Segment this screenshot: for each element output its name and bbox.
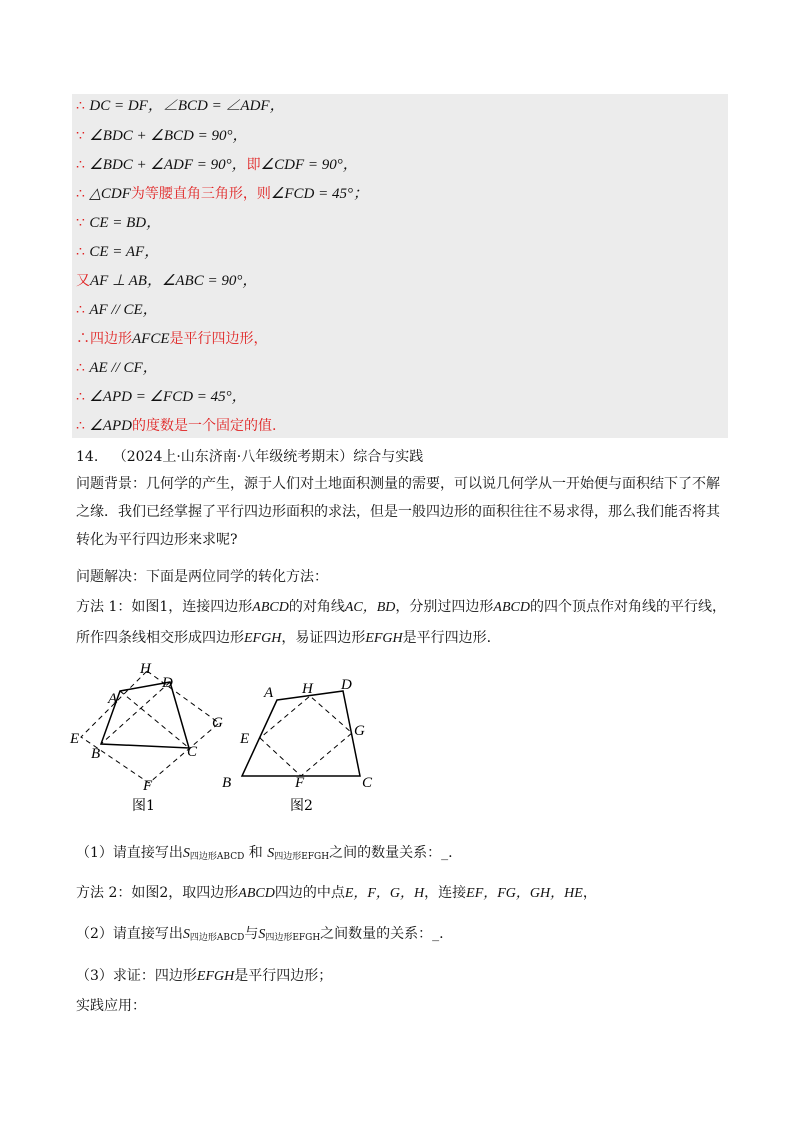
solve-intro (76, 564, 728, 590)
label-b: B (91, 746, 101, 762)
q3-text: （3）求证：四边形 (76, 968, 197, 984)
area-symbol: S (267, 846, 275, 861)
label-c: C (362, 775, 373, 791)
therefore-symbol: ∴ (76, 331, 90, 347)
math-expression: ∠APD (89, 418, 132, 434)
math-abcd: ABCD (493, 600, 530, 615)
math-expression: AF // CE， (89, 302, 158, 318)
label-e: E (240, 731, 250, 747)
label-g: G (354, 723, 365, 739)
problem-header (76, 444, 728, 470)
method2-text: 方法 2：如图2，取四边形 (76, 885, 239, 901)
therefore-symbol: ∴ (76, 157, 90, 173)
area-symbol: S (182, 927, 190, 942)
solution-line-11 (76, 387, 247, 407)
area-subscript: 四边形ABCD (189, 933, 245, 943)
solution-line-3 (76, 155, 358, 175)
label-e: E (70, 731, 80, 747)
solution-line-10 (76, 358, 158, 378)
solution-line-1 (76, 96, 285, 116)
figure-2 (222, 677, 373, 814)
method1-text: 是平行四边形. (402, 630, 492, 646)
problem-background (76, 470, 728, 554)
question-2 (76, 921, 728, 951)
math-expression: ∠APD = ∠FCD = 45°， (89, 389, 247, 405)
method2-text: 四边的中点 (274, 885, 345, 901)
area-subscript: 四边形ABCD (189, 852, 245, 862)
solution-line-2 (76, 126, 248, 146)
label-f: F (143, 778, 153, 794)
math-expression: AF ⊥ AB，∠ABC = 90°， (90, 273, 258, 289)
label-d: D (341, 677, 352, 693)
solution-line-12 (76, 416, 276, 436)
label-a: A (264, 685, 274, 701)
math-expression: DC = DF，∠BCD = ∠ADF， (89, 98, 285, 114)
solution-text: 即 (246, 157, 261, 173)
practice-heading (76, 993, 728, 1019)
label-a: A (108, 691, 118, 707)
method1-text: 的对角线 (288, 599, 345, 615)
therefore-symbol: ∴ (76, 418, 90, 434)
math-expression: ∠CDF = 90°， (260, 157, 358, 173)
q2-text: 与 (244, 926, 259, 942)
math-midpoints: E，F，G，H (344, 886, 425, 901)
q2-text: （2）请直接写出 (76, 926, 183, 942)
solution-line-6 (76, 242, 159, 262)
label-b: B (222, 775, 232, 791)
figure-1-caption: 图1 (132, 798, 155, 814)
area-symbol: S (258, 927, 266, 942)
math-efgh: EFGH (244, 631, 282, 646)
therefore-symbol: ∴ (76, 98, 90, 114)
area-subscript: 四边形EFGH (274, 852, 330, 862)
method-1 (76, 592, 728, 654)
math-diagonals: AC，BD (344, 600, 396, 615)
method2-text: ，连接 (424, 885, 467, 901)
solution-line-5 (76, 213, 161, 233)
math-efgh: EFGH (196, 969, 235, 984)
math-expression: ∠BDC + ∠ADF = 90°， (89, 157, 247, 173)
math-abcd: ABCD (238, 886, 275, 901)
therefore-symbol: ∴ (76, 244, 90, 260)
math-expression: AFCE (132, 331, 170, 347)
label-d: D (162, 675, 173, 691)
math-abcd: ABCD (252, 600, 289, 615)
math-efgh: EFGH (365, 631, 403, 646)
math-expression: CE = BD， (89, 215, 162, 231)
question-3 (76, 963, 728, 990)
solution-line-7 (76, 271, 257, 291)
math-expression: ∠FCD = 45°； (270, 186, 368, 202)
solution-text: 又 (76, 273, 90, 289)
q3-text: 是平行四边形； (234, 968, 333, 984)
label-f: F (295, 775, 305, 791)
therefore-symbol: ∴ (76, 360, 90, 376)
practice-text: 实践应用： (76, 998, 146, 1014)
figure-1 (69, 661, 223, 814)
method2-text: ， (582, 885, 597, 901)
q2-text: 之间数量的关系：_. (320, 926, 444, 942)
q1-text: 和 (248, 845, 263, 861)
label-h: H (140, 661, 151, 677)
solution-text: 四边形 (90, 331, 132, 347)
math-expression: △CDF (89, 186, 131, 202)
method1-text: ，分别过四边形 (395, 599, 494, 615)
therefore-symbol: ∴ (76, 389, 90, 405)
solution-line-9 (76, 329, 268, 349)
quad-efgh-fig1 (81, 671, 219, 783)
method1-text: 方法 1：如图1，连接四边形 (76, 599, 253, 615)
solution-line-4 (76, 184, 368, 204)
therefore-symbol: ∴ (76, 302, 90, 318)
therefore-symbol: ∴ (76, 186, 90, 202)
problem-source: （2024上·山东济南·八年级统考期末）综合与实践 (112, 449, 424, 465)
background-text: 问题背景：几何学的产生，源于人们对土地面积测量的需要，可以说几何学从一开始便与面积结下了不解之缘．我们已经掌握了平行四边形面积的求法，但是一般四边形的面积往往不易求得，那么我们能否将其转化为平行四边形来求呢? (76, 476, 720, 548)
solve-intro-text: 问题解决：下面是两位同学的转化方法： (76, 569, 328, 585)
solution-text: 的度数是一个固定的值. (131, 418, 277, 434)
method1-text: ，易证四边形 (281, 630, 366, 646)
solution-text: 为等腰直角三角形，则 (130, 186, 271, 202)
because-symbol: ∵ (76, 128, 90, 144)
diagonal-ac (120, 691, 189, 748)
figure-2-caption: 图2 (290, 798, 313, 814)
solution-text: 是平行四边形， (169, 331, 268, 347)
label-h: H (302, 681, 313, 697)
label-c: C (187, 744, 198, 760)
geometry-figures (60, 655, 400, 815)
method1-text: 的四个顶点作对角线的平行线，所作四条线相交形成四边形 (76, 599, 726, 646)
area-subscript: 四边形EFGH (265, 933, 321, 943)
question-1 (76, 840, 728, 870)
solution-line-8 (76, 300, 158, 320)
problem-number: 14. (76, 449, 99, 465)
because-symbol: ∵ (76, 215, 90, 231)
method-2 (76, 880, 728, 907)
math-segments: EF，FG，GH，HE (466, 886, 583, 901)
math-expression: AE // CF， (89, 360, 158, 376)
q1-text: （1）请直接写出 (76, 845, 183, 861)
math-expression: CE = AF， (89, 244, 160, 260)
q1-text: 之间的数量关系：_. (329, 845, 453, 861)
label-g: G (212, 715, 223, 731)
math-expression: ∠BDC + ∠BCD = 90°， (89, 128, 248, 144)
area-symbol: S (182, 846, 190, 861)
